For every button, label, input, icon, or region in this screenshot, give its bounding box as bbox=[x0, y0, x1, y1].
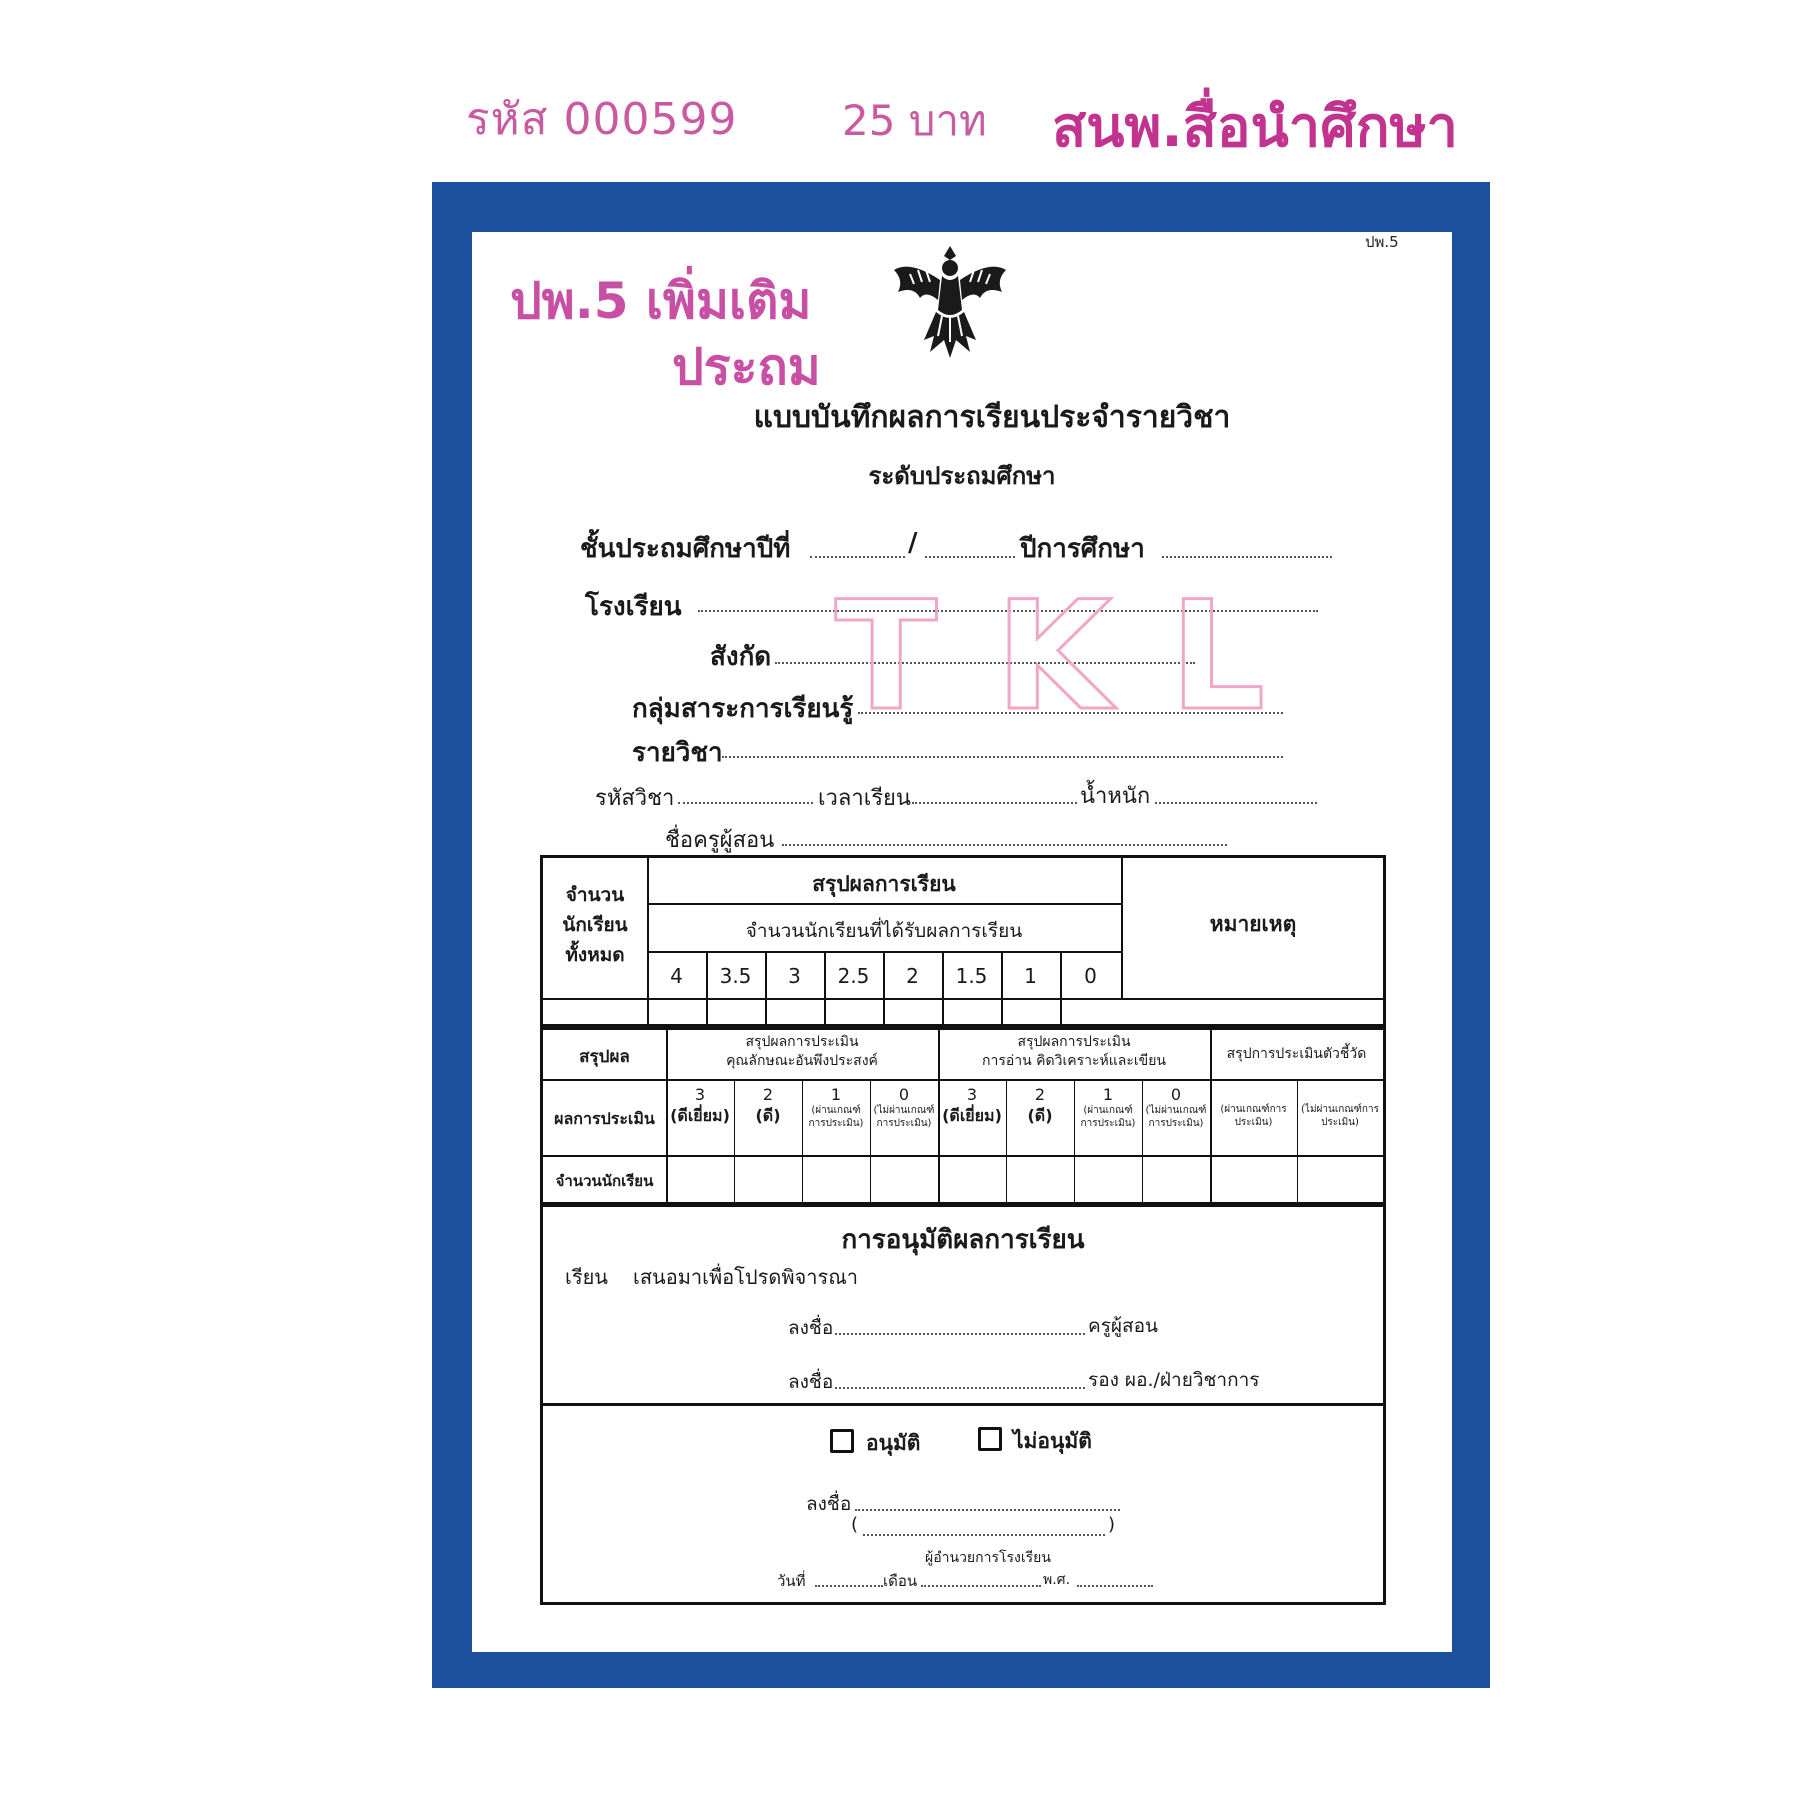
paren-open: ( bbox=[851, 1514, 859, 1535]
affiliation-label: สังกัด bbox=[710, 642, 772, 672]
date-year-label: พ.ศ. bbox=[1043, 1572, 1071, 1588]
summary-row-label: สรุปผล bbox=[579, 1047, 630, 1067]
col-indicator-pass: (ผ่านเกณฑ์การ ประเมิน) bbox=[1220, 1104, 1287, 1128]
date-month-field[interactable] bbox=[921, 1585, 1041, 1587]
form-subtitle: ระดับประถมศึกษา bbox=[868, 462, 1056, 490]
deputy-sign-field[interactable] bbox=[835, 1387, 1085, 1389]
grade-1-5: 1.5 bbox=[955, 964, 988, 988]
proposal-text: เสนอมาเพื่อโปรดพิจารณา bbox=[633, 1265, 858, 1289]
price: 25 บาท bbox=[842, 96, 987, 145]
approve-checkbox[interactable] bbox=[830, 1429, 854, 1453]
date-year-field[interactable] bbox=[1077, 1585, 1153, 1587]
credit-weight-field[interactable] bbox=[1155, 802, 1317, 804]
study-time-field[interactable] bbox=[912, 802, 1077, 804]
results-summary-table bbox=[540, 855, 1386, 1027]
indicator-header: สรุปการประเมินตัวชี้วัด bbox=[1226, 1046, 1367, 1062]
remarks-header: หมายเหตุ bbox=[1209, 912, 1297, 936]
col-good-1: 2 (ดี) bbox=[755, 1085, 781, 1125]
col-fail-1: 0 (ไม่ผ่านเกณฑ์ การประเมิน) bbox=[873, 1085, 935, 1129]
teacher-role: ครูผู้สอน bbox=[1088, 1315, 1159, 1337]
director-name-field[interactable] bbox=[863, 1534, 1105, 1536]
academic-year-label: ปีการศึกษา bbox=[1020, 534, 1145, 564]
col-fail-2: 0 (ไม่ผ่านเกณฑ์ การประเมิน) bbox=[1145, 1085, 1207, 1129]
pink-title-line1: ปพ.5 เพิ่มเติม bbox=[510, 272, 812, 330]
study-time-label: เวลาเรียน bbox=[818, 786, 911, 811]
pink-title-line2: ประถม bbox=[672, 338, 821, 396]
school-label: โรงเรียน bbox=[585, 592, 682, 622]
received-grade-header: จำนวนนักเรียนที่ได้รับผลการเรียน bbox=[745, 920, 1023, 942]
subject-code-field[interactable] bbox=[678, 802, 813, 804]
product-code: รหัส 000599 bbox=[466, 94, 738, 145]
teacher-name-label: ชื่อครูผู้สอน bbox=[665, 828, 775, 853]
grade-field[interactable] bbox=[810, 556, 905, 558]
total-students-header: จำนวน นักเรียน ทั้งหมด bbox=[562, 884, 628, 966]
form-number: ปพ.5 bbox=[1365, 233, 1399, 251]
director-sign-field[interactable] bbox=[855, 1509, 1120, 1511]
date-day-field[interactable] bbox=[815, 1585, 883, 1587]
approve-label: อนุมัติ bbox=[866, 1431, 921, 1455]
grade-1: 1 bbox=[1024, 964, 1037, 988]
reading-writing-header: สรุปผลการประเมิน การอ่าน คิดวิเคราะห์และเขียน bbox=[982, 1034, 1166, 1069]
grade-3-5: 3.5 bbox=[719, 964, 752, 988]
garuda-emblem-icon bbox=[890, 240, 1010, 365]
learning-area-label: กลุ่มสาระการเรียนรู้ bbox=[632, 694, 854, 724]
subject-label: รายวิชา bbox=[632, 738, 723, 768]
date-day-label: วันที่ bbox=[777, 1572, 806, 1590]
date-month-label: เดือน bbox=[883, 1572, 918, 1590]
deputy-role: รอง ผอ./ฝ่ายวิชาการ bbox=[1088, 1369, 1260, 1391]
tkl-watermark: TKL bbox=[835, 570, 1324, 744]
approval-title: การอนุมัติผลการเรียน bbox=[841, 1225, 1085, 1255]
not-approve-label: ไม่อนุมัติ bbox=[1013, 1429, 1092, 1453]
grade-4: 4 bbox=[670, 964, 683, 988]
subject-field[interactable] bbox=[722, 756, 1283, 758]
form-title: แบบบันทึกผลการเรียนประจำรายวิชา bbox=[753, 400, 1231, 435]
col-good-2: 2 (ดี) bbox=[1027, 1085, 1053, 1125]
subject-code-label: รหัสวิชา bbox=[595, 786, 675, 811]
grade-room-field[interactable] bbox=[925, 556, 1015, 558]
deputy-sign-label: ลงชื่อ bbox=[788, 1371, 834, 1393]
publisher-name: สนพ.สื่อนำศึกษา bbox=[1052, 95, 1458, 160]
salutation: เรียน bbox=[565, 1265, 608, 1289]
summary-header: สรุปผลการเรียน bbox=[812, 872, 956, 896]
col-pass-1: 1 (ผ่านเกณฑ์ การประเมิน) bbox=[808, 1085, 864, 1129]
grade-label: ชั้นประถมศึกษาปีที่ bbox=[580, 534, 791, 564]
teacher-sign-field[interactable] bbox=[835, 1333, 1085, 1335]
teacher-sign-label: ลงชื่อ bbox=[788, 1317, 834, 1339]
col-excellent-1: 3 (ดีเยี่ยม) bbox=[670, 1085, 730, 1125]
teacher-name-field[interactable] bbox=[782, 844, 1227, 846]
academic-year-field[interactable] bbox=[1162, 556, 1332, 558]
students-row-label: จำนวนนักเรียน bbox=[555, 1172, 654, 1190]
characteristics-header: สรุปผลการประเมิน คุณลักษณะอันพึงประสงค์ bbox=[726, 1034, 878, 1069]
grade-2-5: 2.5 bbox=[837, 964, 870, 988]
approval-box bbox=[540, 1205, 1386, 1605]
credit-weight-label: น้ำหนัก bbox=[1080, 784, 1151, 809]
col-excellent-2: 3 (ดีเยี่ยม) bbox=[942, 1085, 1002, 1125]
assessment-summary-table bbox=[540, 1027, 1386, 1205]
result-row-label: ผลการประเมิน bbox=[554, 1109, 655, 1128]
grade-0: 0 bbox=[1084, 964, 1097, 988]
not-approve-checkbox[interactable] bbox=[978, 1427, 1002, 1451]
grade-3: 3 bbox=[788, 964, 801, 988]
director-role: ผู้อำนวยการโรงเรียน bbox=[925, 1550, 1051, 1566]
col-pass-2: 1 (ผ่านเกณฑ์ การประเมิน) bbox=[1080, 1085, 1136, 1129]
col-indicator-fail: (ไม่ผ่านเกณฑ์การ ประเมิน) bbox=[1301, 1104, 1379, 1128]
grade-2: 2 bbox=[906, 964, 919, 988]
paren-close: ) bbox=[1108, 1514, 1116, 1535]
director-sign-label: ลงชื่อ bbox=[806, 1493, 852, 1515]
slash: / bbox=[908, 528, 918, 558]
